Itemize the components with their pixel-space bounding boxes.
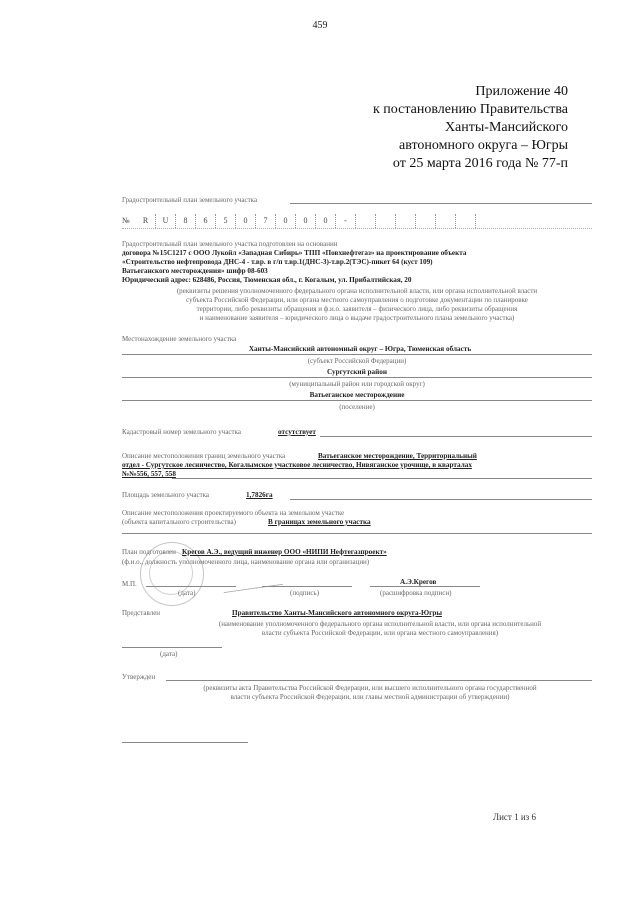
- divider: [290, 203, 592, 204]
- plan-number-cell: 0: [236, 214, 256, 228]
- appendix-block: [373, 83, 568, 173]
- cadastral-label: Кадастровый номер земельного участка: [122, 428, 241, 436]
- object-label: Описание местоположения проектируемого объекта на земельном участке: [122, 509, 345, 517]
- preparer-signer: А.Э.Крегов: [400, 578, 437, 586]
- location-settlement-note: (поселение): [339, 403, 375, 411]
- plan-number-grid: [136, 214, 476, 228]
- sheet-counter: Лист 1 из 6: [493, 812, 536, 822]
- plan-number-cell: 0: [316, 214, 336, 228]
- presented-value: Правительство Ханты-Мансийского автономного округа-Югры: [232, 609, 442, 617]
- plan-number-cell: 6: [196, 214, 216, 228]
- divider: [146, 586, 236, 587]
- divider: [370, 586, 480, 587]
- object-value: В границах земельного участка: [268, 518, 371, 526]
- cadastral-value: отсутствует: [278, 428, 316, 436]
- plan-number-cell: [356, 214, 376, 228]
- divider: [122, 742, 248, 743]
- plan-number-cell: [436, 214, 456, 228]
- borders-label: Описание местоположения границ земельного участка: [122, 452, 286, 460]
- prepared-note: (реквизиты решения уполномоченного федерального органа исполнительной власти, или органа исполнительной власти: [176, 287, 538, 295]
- plan-header: Градостроительный план земельного участка: [122, 196, 258, 204]
- area-value: 1,7826га: [246, 491, 273, 499]
- plan-number-cell: [396, 214, 416, 228]
- appendix-line: от 25 марта 2016 года № 77-п: [392, 156, 568, 171]
- presented-label: Представлен: [122, 609, 161, 617]
- borders-value: отдел - Сургутское лесничество, Когалымское участковое лесничество, Нивяганское урочище, в кварталах: [122, 461, 472, 469]
- plan-number-cell: 5: [216, 214, 236, 228]
- plan-number-cell: 0: [296, 214, 316, 228]
- divider: [122, 647, 222, 648]
- plan-number-cell: R: [136, 214, 156, 228]
- appendix-line: Ханты-Мансийского: [444, 120, 568, 135]
- preparer-sign-note: (подпись): [290, 589, 320, 597]
- approved-label: Утвержден: [122, 673, 156, 681]
- location-subject: Ханты-Мансийский автономный округ – Югра, Тюменская область: [248, 345, 472, 353]
- divider: [290, 499, 592, 500]
- preparer-date-note: (дата): [178, 589, 196, 597]
- preparer-signer-note: (расшифровка подписи): [380, 589, 452, 597]
- area-label: Площадь земельного участка: [122, 491, 210, 499]
- preparer-note: (ф.и.о., должность уполномоченного лица, наименование органа или организации): [122, 558, 370, 566]
- prepared-line: договора №15С1217 с ООО Лукойл «Западная Сибирь» ТПП «Повхнефтегаз» на проектирование объекта: [122, 249, 467, 257]
- divider: [122, 354, 592, 355]
- presented-note: (наименование уполномоченного федерального органа исполнительной власти, или органа исполнительной: [218, 620, 542, 628]
- location-district: Сургутский район: [327, 368, 387, 376]
- mp-label: М.П.: [122, 580, 137, 588]
- divider: [172, 478, 592, 479]
- appendix-line: Приложение 40: [475, 84, 568, 99]
- object-label: (объекта капитального строительства): [122, 518, 236, 526]
- plan-number-cell: U: [156, 214, 176, 228]
- borders-value: Ватьеганское месторождение, Территориальный: [318, 452, 477, 460]
- location-settlement: Ватьеганское месторождение: [309, 391, 405, 399]
- plan-number-cell: -: [336, 214, 356, 228]
- plan-number-cell: 7: [256, 214, 276, 228]
- plan-number-cell: [456, 214, 476, 228]
- plan-number-cell: [376, 214, 396, 228]
- cad-prefix: №: [122, 216, 130, 225]
- location-subject-note: (субъект Российской Федерации): [307, 357, 407, 365]
- divider: [122, 228, 592, 229]
- divider: [122, 400, 592, 401]
- appendix-line: к постановлению Правительства: [372, 102, 568, 117]
- borders-value: №№556, 557, 558: [122, 470, 176, 478]
- location-label: Местонахождение земельного участка: [122, 335, 237, 343]
- divider: [320, 436, 592, 437]
- location-district-note: (муниципальный район или городской округ): [289, 380, 425, 388]
- approved-note: (реквизиты акта Правительства Российской Федерации, или высшего исполнительного органа государственной: [203, 684, 537, 692]
- prepared-note: субъекта Российской Федерации, или органа местного самоуправления о подготовке документации по планировке: [186, 296, 528, 304]
- appendix-line: автономного округа – Югры: [399, 138, 568, 153]
- preparer-value: Крегов А.Э., ведущий инженер ООО «НИПИ Нефтегазпроект»: [182, 548, 387, 556]
- plan-number-cell: 0: [276, 214, 296, 228]
- handwritten-signature: [221, 564, 283, 593]
- approved-note: власти субъекта Российской Федерации, или главы местной администрации об утверждении): [230, 693, 510, 701]
- prepared-label: Градостроительный план земельного участка подготовлен на основании: [122, 240, 338, 248]
- presented-note: власти субъекта Российской Федерации, или органа местного самоуправления): [261, 629, 499, 637]
- plan-number-cell: 8: [176, 214, 196, 228]
- page-number: 459: [312, 20, 328, 31]
- divider: [262, 586, 352, 587]
- plan-number-cell: [416, 214, 436, 228]
- preparer-label: План подготовлен: [122, 548, 176, 556]
- prepared-note: и наименование заявителя – юридического лица о выдаче градостроительного плана земельного участка): [199, 314, 515, 322]
- divider: [166, 680, 592, 681]
- divider: [122, 533, 592, 534]
- prepared-line: Ватьеганского месторождения» шифр 08-603: [122, 267, 268, 275]
- prepared-note: территории, либо реквизиты обращения и ф.и.о. заявителя – физического лица, либо реквизиты обращения: [196, 305, 518, 313]
- prepared-line: «Строительство нефтепровода ДНС-4 - т.вр. в г/п т.вр.1(ДНС-3)-т.вр.2(ТЭС)-пикет 64 (куст 109): [122, 258, 433, 266]
- presented-date-note: (дата): [160, 650, 178, 658]
- prepared-line: Юридический адрес: 628486, Россия, Тюменская обл., г. Когалым, ул. Прибалтийская, 20: [122, 276, 412, 284]
- divider: [122, 377, 592, 378]
